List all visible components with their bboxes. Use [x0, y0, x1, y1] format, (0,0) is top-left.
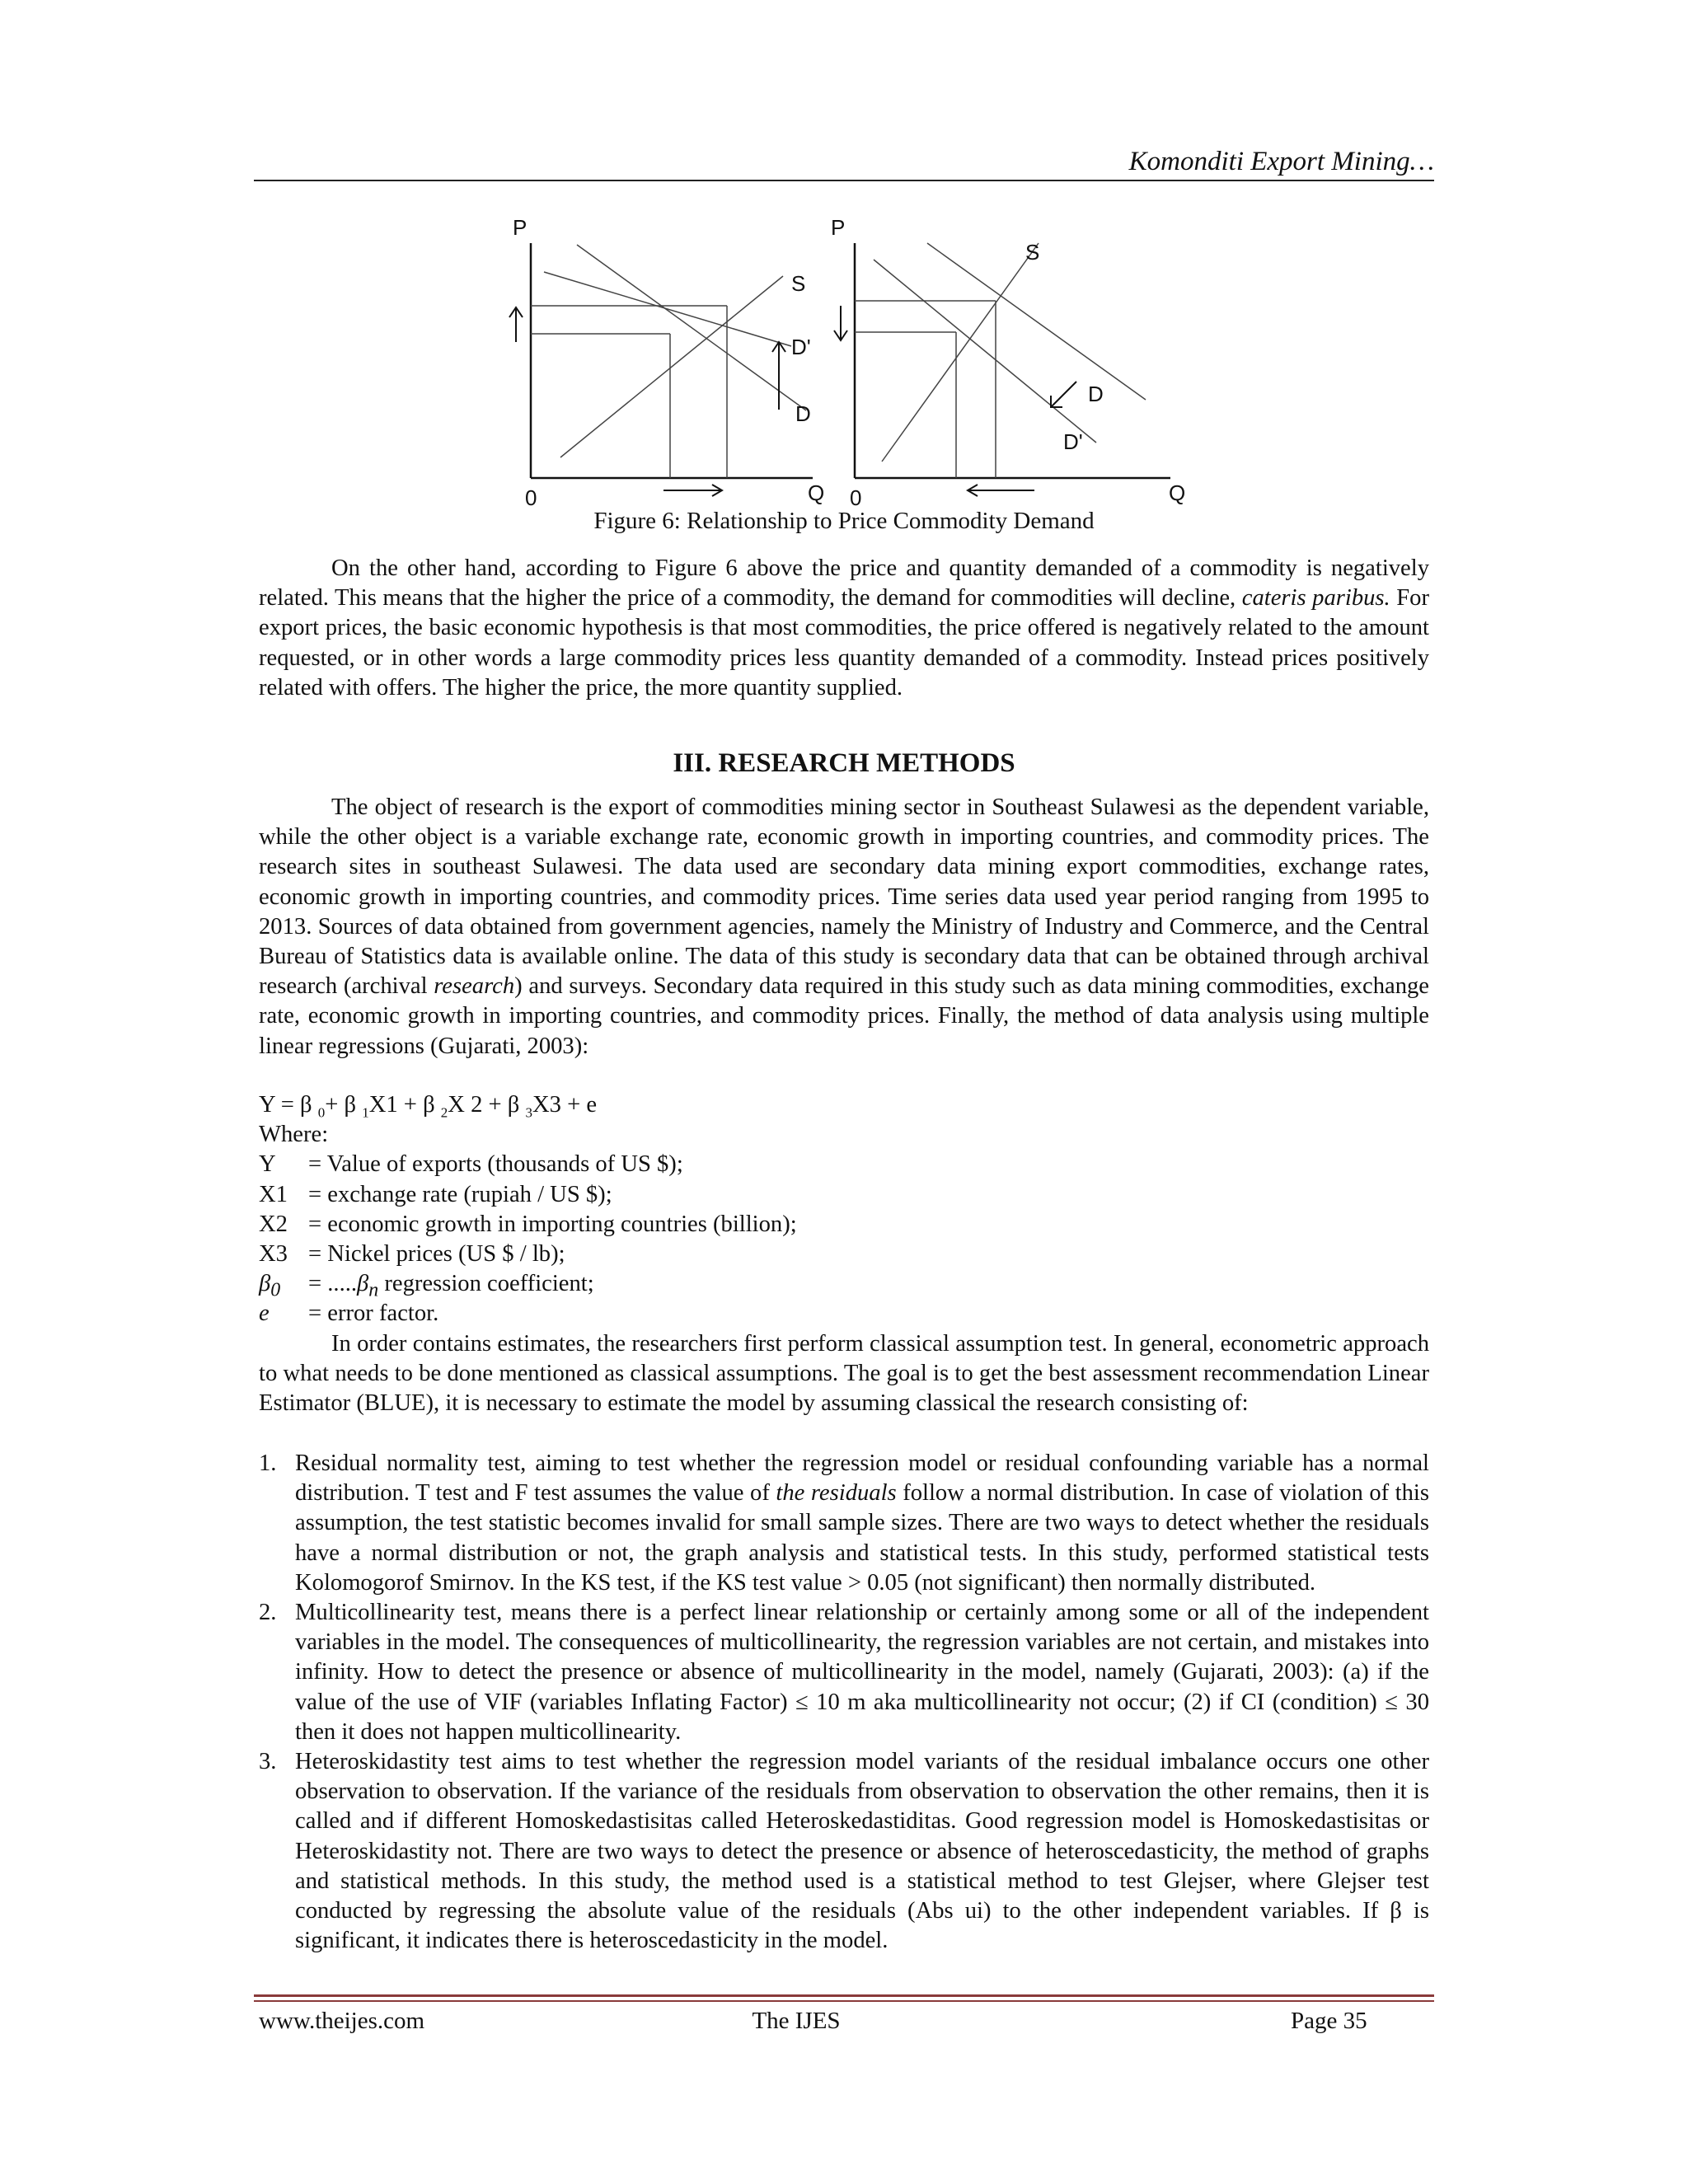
running-header: Komonditi Export Mining… [1128, 147, 1434, 176]
right-d-label: D [1088, 382, 1104, 406]
right-supply-curve [882, 243, 1039, 462]
list-number: 2. [259, 1600, 277, 1626]
beta-base: β [259, 1271, 271, 1297]
def-symbol: X1 [259, 1181, 288, 1207]
section-heading: III. RESEARCH METHODS [673, 748, 1015, 778]
text: On the other hand, according to Figure 6 above the price and quantity demanded of a commodity is negatively related. This means that the higher the price of a commodity, the demand for commodities will decline, [259, 555, 1429, 612]
def-symbol: X2 [259, 1211, 288, 1237]
right-origin-label: 0 [850, 485, 862, 510]
figure-caption: Figure 6: Relationship to Price Commodity Demand [593, 508, 1095, 534]
italic-text: cateris paribus. [1241, 585, 1390, 612]
eq-sub: 1 [362, 1104, 369, 1121]
eq-part: X1 + β [368, 1092, 441, 1118]
header-rule [254, 180, 1434, 181]
paragraph-research-object [259, 793, 1429, 1062]
right-demand-d [927, 243, 1146, 400]
left-q-label: Q [808, 480, 825, 505]
def-text: = Value of exports (thousands of US $); [308, 1151, 683, 1178]
text: Residual normality test, aiming to test whether the regression model or residual confounding variable has a normal distribution. T test and F test assumes the value of [295, 1451, 1429, 1507]
left-p-label: P [513, 215, 528, 240]
paragraph-classical-assumptions: In order contains estimates, the researchers first perform classical assumption test. In general, econometric approach to what needs to be done mentioned as classical assumptions. The goal is to get the best assessment recommendation Linear Estimator (BLUE), it is necessary to estimate the model by assuming classical the research consisting of: [259, 1331, 1429, 1417]
list-text: Heteroskidastity test aims to test whether the regression model variants of the residual imbalance occurs one other observation to observation. If the variance of the residuals from observation to observation the other remains, then it is called and if different Homoskedastisitas called Heteroskedastiditas. Good regression model is Homoskedastisitas or Heteroskidastity not. There are two ways to detect the presence or absence of heteroscedasticity, the method of graphs and statistical methods. In this study, the method used is a statistical method to test Glejser, where Glejser test conducted by regressing the absolute value of the residuals (Abs ui) to the other independent variables. If β is significant, it indicates there is heteroscedasticity in the model. [295, 1749, 1429, 1954]
eq-sub: 2 [440, 1104, 448, 1121]
text: The object of research is the export of commodities mining sector in Southeast Sulawesi as the dependent variable, while the other object is a variable exchange rate, economic growth in importing countries, and commodity prices. The research sites in southeast Sulawesi. The data used are secondary data mining export commodities, exchange rates, economic growth in importing countries, and commodity prices. Time series data used year period ranging from 1995 to 2013. Sources of data obtained from government agencies, namely the Ministry of Industry and Commerce, and the Central Bureau of Statistics data is available online. The data of this study is secondary data that can be obtained through archival research (archival [259, 794, 1429, 1000]
paragraph-demand-relationship [259, 554, 1429, 703]
definition-row [259, 1240, 1429, 1269]
definition-row-error [259, 1299, 1429, 1329]
list-text [295, 1449, 1429, 1598]
list-number: 1. [259, 1451, 277, 1476]
def-symbol [259, 1269, 308, 1299]
definition-row [259, 1210, 1429, 1240]
text: ) and surveys. Secondary data required in this study such as data mining commodities, exchange rate, economic growth in importing countries, and commodity prices. Finally, the method of data analysis using multiple linear regressions (Gujarati, 2003): [259, 973, 1429, 1059]
def-rest: regression coefficient; [378, 1271, 594, 1297]
left-d-label: D [795, 401, 811, 426]
eq-part: X 2 + β [448, 1092, 526, 1118]
beta-sub: 0 [270, 1279, 281, 1301]
left-demand-d-prime [544, 272, 791, 346]
list-text: Multicollinearity test, means there is a perfect linear relationship or certainly among some or all of the independent variables in the model. The consequences of multicollinearity, the regression variables are not certain, and mistakes into infinity. How to detect the presence or absence of multicollinearity in the model, namely (Gujarati, 2003): (a) if the value of the use of VIF (variables Inflating Factor) ≤ 10 m aka multicollinearity not occur; (2) if CI (condition) ≤ 30 then it does not happen multicollinearity. [295, 1600, 1429, 1745]
list-item [259, 1747, 1429, 1956]
text: For export prices, the basic economic hypothesis is that most commodities, the price offered is negatively related to the amount requested, or in other words a large commodity prices less quantity demanded of a commodity. Instead prices positively related with offers. The higher the price, the more quantity supplied. [259, 585, 1429, 701]
def-text: = economic growth in importing countries (billion); [308, 1211, 797, 1237]
left-origin-label: 0 [525, 485, 537, 510]
eq-sub: 3 [525, 1104, 532, 1121]
left-d-prime-label: D' [791, 335, 811, 359]
footer-page-number: Page 35 [1291, 2008, 1367, 2034]
right-s-label: S [1025, 240, 1040, 265]
equation-block [259, 1090, 1429, 1329]
list-number: 3. [259, 1749, 277, 1775]
right-d-prime-label: D' [1063, 429, 1083, 454]
text: follow a normal distribution. In case of violation of this assumption, the test statistic becomes invalid for small sample sizes. There are two ways to detect whether the residuals have a normal distribution or not, the graph analysis and statistical tests. In this study, performed statistical tests Kolomogorof Smirnov. In the KS test, if the KS test value > 0.05 (not significant) then normally distributed. [295, 1480, 1429, 1596]
footer-rule [254, 1994, 1434, 1997]
regression-equation [259, 1090, 1429, 1120]
italic-text: research [434, 973, 515, 1000]
list-item [259, 1598, 1429, 1747]
definition-row-beta [259, 1269, 1429, 1299]
beta-n-sub: n [368, 1279, 379, 1301]
right-p-label: P [831, 215, 846, 240]
footer-website: www.theijes.com [259, 2008, 425, 2034]
italic-text: the residuals [776, 1480, 897, 1507]
eq-part: X3 + e [532, 1092, 598, 1118]
figure-6 [462, 210, 1203, 515]
eq-prefix: = ..... [308, 1271, 358, 1297]
right-q-label: Q [1169, 480, 1186, 505]
eq-part: Y = β [259, 1092, 318, 1118]
price-demand-diagram [462, 210, 1203, 515]
def-text [308, 1269, 594, 1299]
eq-part: + β [325, 1092, 363, 1118]
def-symbol: Y [259, 1151, 276, 1178]
def-text: = error factor. [308, 1301, 439, 1327]
def-text: = exchange rate (rupiah / US $); [308, 1181, 612, 1207]
eq-sub: 0 [317, 1104, 326, 1121]
footer-journal: The IJES [752, 2008, 841, 2034]
left-supply-curve [560, 276, 783, 457]
left-demand-d [577, 245, 806, 410]
beta-n-base: β [357, 1271, 369, 1297]
definition-row [259, 1180, 1429, 1210]
list-item [259, 1449, 1429, 1598]
definition-row [259, 1150, 1429, 1179]
left-s-label: S [791, 271, 806, 296]
where-label: Where: [259, 1122, 329, 1148]
def-symbol: X3 [259, 1240, 288, 1267]
assumption-test-list [259, 1449, 1429, 1956]
right-demand-d-prime [874, 260, 1096, 443]
footer-rule [254, 2000, 1434, 2002]
def-text: = Nickel prices (US $ / lb); [308, 1240, 565, 1267]
def-symbol: e [259, 1301, 270, 1327]
right-demand-shift-arrow [1051, 382, 1076, 407]
